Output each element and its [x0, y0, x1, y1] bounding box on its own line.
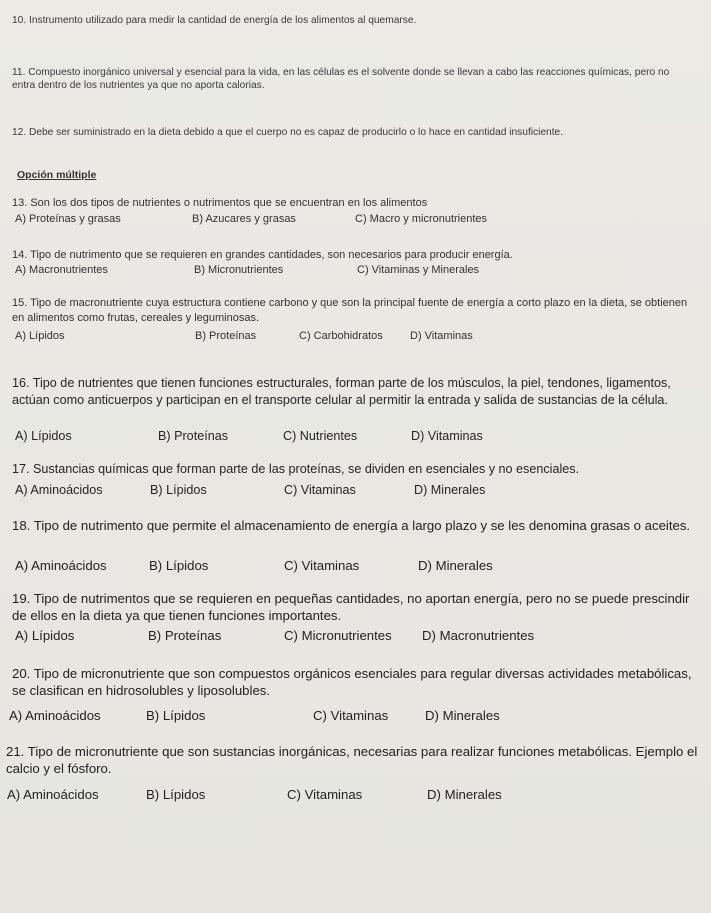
option-a: A) Aminoácidos: [7, 787, 99, 802]
question-14-options: [12, 264, 702, 280]
question-12: 12. Debe ser suministrado en la dieta debido a que el cuerpo no es capaz de producirlo o lo hace en cantidad insuficiente.: [12, 127, 564, 138]
option-a: A) Lípidos: [15, 330, 65, 342]
question-15: 15. Tipo de macronutriente cuya estructura contiene carbono y que son la principal fuente de energía a corto plazo en la dieta, se obtienen en alimentos como frutas, cereales y leguminosas.: [12, 297, 688, 324]
question-16: 16. Tipo de nutrientes que tienen funciones estructurales, forman parte de los músculos, la piel, tendones, ligamentos, actúan como anticuerpos y participan en el transporte celular al permitir la entrada y salida de sustancias de la célula.: [12, 376, 671, 407]
section-heading: Opción múltiple: [17, 169, 97, 181]
option-b: B) Lípidos: [146, 708, 206, 723]
option-b: B) Azucares y grasas: [192, 213, 296, 225]
option-b: B) Proteínas: [148, 628, 222, 643]
question-14: 14. Tipo de nutrimento que se requieren en grandes cantidades, son necesarios para producir energía.: [12, 249, 513, 261]
question-21: 21. Tipo de micronutriente que son sustancias inorgánicas, necesarias para realizar funciones metabólicas. Ejemplo el calcio y el fósforo.: [6, 744, 698, 777]
option-d: D) Minerales: [418, 558, 493, 573]
question-19-options: [12, 628, 702, 644]
option-d: D) Minerales: [414, 483, 486, 497]
option-a: A) Macronutrientes: [15, 264, 108, 276]
question-17: 17. Sustancias químicas que forman parte de las proteínas, se dividen en esenciales y no esenciales.: [12, 462, 580, 476]
option-c: C) Micronutrientes: [284, 628, 392, 643]
option-a: A) Lípidos: [15, 429, 72, 443]
option-c: C) Nutrientes: [283, 429, 358, 443]
option-c: C) Vitaminas: [313, 708, 389, 723]
option-c: C) Vitaminas: [284, 483, 356, 497]
option-b: B) Proteínas: [158, 429, 228, 443]
question-13-options: [12, 213, 702, 229]
option-c: C) Macro y micronutrientes: [355, 213, 488, 225]
question-10: 10. Instrumento utilizado para medir la cantidad de energía de los alimentos al quemarse.: [12, 15, 417, 26]
option-a: A) Aminoácidos: [15, 558, 107, 573]
question-17-options: [12, 483, 702, 499]
question-19: 19. Tipo de nutrimentos que se requieren en pequeñas cantidades, no aportan energía, pero no se puede prescindir de ellos en la dieta ya que tienen funciones importantes.: [12, 591, 690, 624]
option-b: B) Proteínas: [195, 330, 257, 342]
option-a: A) Proteínas y grasas: [15, 213, 121, 225]
question-13: 13. Son los dos tipos de nutrientes o nutrimentos que se encuentran en los alimentos: [12, 197, 428, 209]
question-21-options: [7, 787, 702, 803]
option-c: C) Vitaminas: [287, 787, 363, 802]
option-d: D) Minerales: [427, 787, 502, 802]
option-c: C) Carbohidratos: [299, 330, 383, 342]
option-c: C) Vitaminas y Minerales: [357, 264, 480, 276]
option-a: A) Aminoácidos: [9, 708, 101, 723]
option-b: B) Lípidos: [149, 558, 209, 573]
question-15-options: [12, 330, 702, 346]
question-11: 11. Compuesto inorgánico universal y esencial para la vida, en las células es el solvente donde se llevan a cabo las reacciones químicas, pero no entra dentro de los nutrientes ya que no aporta calorias.: [12, 67, 670, 92]
question-20-options: [9, 708, 702, 724]
option-b: B) Lípidos: [150, 483, 207, 497]
question-16-options: [12, 429, 702, 445]
option-d: D) Vitaminas: [411, 429, 483, 443]
question-18: 18. Tipo de nutrimento que permite el almacenamiento de energía a largo plazo y se les denomina grasas o aceites.: [12, 518, 691, 533]
option-b: B) Lípidos: [146, 787, 206, 802]
option-b: B) Micronutrientes: [194, 264, 284, 276]
question-18-options: [12, 558, 702, 574]
option-a: A) Aminoácidos: [15, 483, 103, 497]
option-d: D) Vitaminas: [410, 330, 473, 342]
option-d: D) Macronutrientes: [422, 628, 535, 643]
option-d: D) Minerales: [425, 708, 500, 723]
option-c: C) Vitaminas: [284, 558, 360, 573]
question-20: 20. Tipo de micronutriente que son compuestos orgánicos esenciales para regular diversas actividades metabólicas, se clasifican en hidrosolubles y liposolubles.: [12, 666, 692, 699]
option-a: A) Lípidos: [15, 628, 75, 643]
